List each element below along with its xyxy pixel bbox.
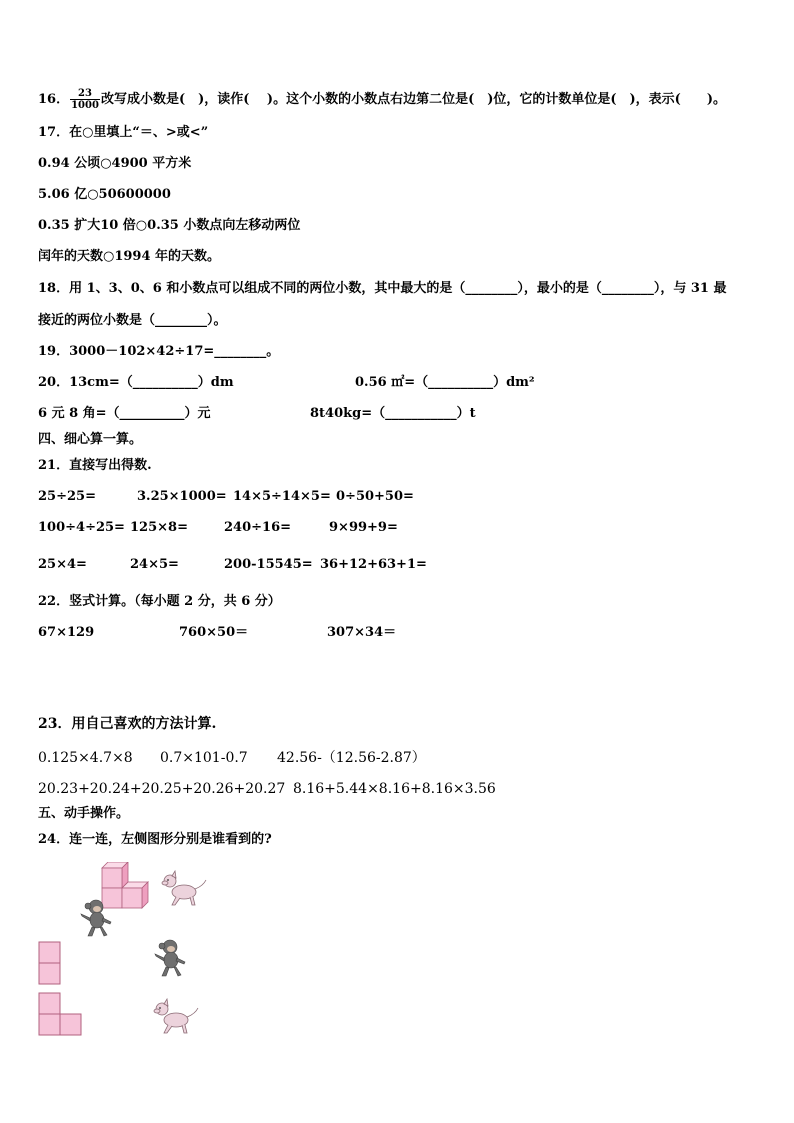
dog-icon-2 [150,996,202,1036]
q21-r1-c1: 25÷25= [38,489,96,504]
q23-r1-c1: 0.125×4.7×8 [38,750,133,766]
section-4-heading: 四、细心算一算。 [38,432,143,447]
q23-r1-c2: 0.7×101-0.7 [160,750,248,766]
q20-a: 20．13cm=（__________）dm [38,375,234,390]
q17-line-1: 0.94 公顷○4900 平方米 [38,156,192,171]
q18-line-1: 18．用 1、3、0、6 和小数点可以组成不同的两位小数，其中最大的是（________），最小的是（________），与 31 最 [38,281,727,296]
q16-number: 16． [38,92,70,107]
q20-b: 0.56 ㎡=（__________）dm² [355,375,535,390]
q21-r2-c1: 100÷4÷25= [38,520,125,535]
q16-text: 改写成小数是( )，读作( )。这个小数的小数点右边第二位是( )位，它的计数单位是( )，表示( )。 [100,92,726,107]
monkey-icon [76,898,116,940]
q21-title: 21．直接写出得数. [38,458,152,473]
q18-line-2: 接近的两位小数是（________）。 [38,313,227,328]
q21-r3-c1: 25×4= [38,557,87,572]
q21-r3-c2: 24×5= [130,557,179,572]
monkey-icon-2 [150,938,190,980]
q21-r2-c4: 9×99+9= [329,520,398,535]
q17-line-2: 5.06 亿○50600000 [38,187,171,202]
view-shape-l [38,992,84,1036]
dog-icon [158,868,210,908]
q24-title: 24．连一连，左侧图形分别是谁看到的? [38,832,272,847]
q21-r2-c3: 240÷16= [224,520,292,535]
q22-item-3: 307×34＝ [327,625,397,640]
q23-r2-c2: 8.16+5.44×8.16+8.16×3.56 [293,781,496,797]
q17-line-3: 0.35 扩大10 倍○0.35 小数点向左移动两位 [38,218,301,233]
q16-fraction: $\frac{23}{1000}$ [71,88,99,111]
q21-r3-c4: 36+12+63+1= [320,557,427,572]
q21-r3-c3: 200-15545= [224,557,313,572]
q21-r1-c3: 14×5÷14×5= [233,489,331,504]
q22-title: 22．竖式计算。（每小题 2 分，共 6 分） [38,594,281,609]
q17-line-4: 闰年的天数○1994 年的天数。 [38,249,221,264]
q23-title: 23．用自己喜欢的方法计算. [38,716,217,732]
q21-r2-c2: 125×8= [130,520,188,535]
q23-r1-c3: 42.56-（12.56-2.87） [277,750,426,766]
q21-r1-c4: 0÷50+50= [336,489,414,504]
q20-c: 6 元 8 角=（__________）元 [38,406,211,421]
q19: 19．3000－102×42÷17=________。 [38,344,280,359]
q21-r1-c2: 3.25×1000= [137,489,227,504]
q16 [38,88,726,111]
q23-r2-c1: 20.23+20.24+20.25+20.26+20.27 [38,781,286,797]
view-shape-vertical [38,941,62,985]
q20-d: 8t40kg=（___________）t [310,406,476,421]
q17-title: 17．在○里填上“＝、>或<” [38,125,209,140]
q22-item-1: 67×129 [38,625,95,640]
q22-item-2: 760×50＝ [179,625,249,640]
section-5-heading: 五、动手操作。 [38,806,130,821]
